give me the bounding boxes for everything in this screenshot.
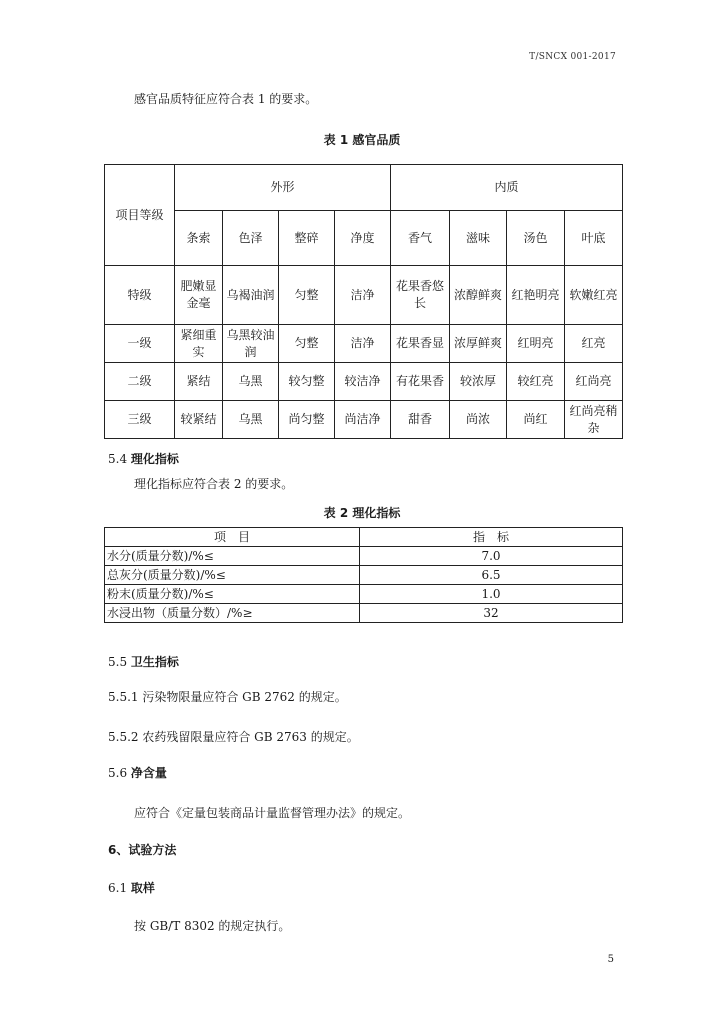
table-cell: 尚浓 [450, 401, 507, 439]
table-cell: 红亮 [565, 325, 623, 363]
table-cell: 有花果香 [391, 363, 450, 401]
table-cell: 较浓厚 [450, 363, 507, 401]
indicator-value: 7.0 [360, 547, 623, 566]
table-cell: 洁净 [335, 266, 391, 325]
table-cell: 红明亮 [507, 325, 565, 363]
grade-cell: 二级 [105, 363, 175, 401]
table-cell: 红尚亮 [565, 363, 623, 401]
section-number: 5.6 [108, 766, 128, 780]
table1-caption: 表 1 感官品质 [323, 133, 401, 147]
table-cell: 浓醇鲜爽 [450, 266, 507, 325]
table-cell: 软嫩红亮 [565, 266, 623, 325]
indicator-name: 水浸出物（质量分数）/%≥ [105, 604, 360, 623]
physicochemical-table [104, 527, 623, 623]
header-item: 项 目 [105, 528, 360, 547]
table-row [105, 547, 623, 566]
table-row [105, 401, 623, 439]
grade-cell: 三级 [105, 401, 175, 439]
table-cell: 较紧结 [175, 401, 223, 439]
inner-quality-group-header: 内质 [391, 165, 623, 211]
standard-code: T/SNCX 001-2017 [529, 52, 616, 62]
table-cell: 紧细重实 [175, 325, 223, 363]
table-cell: 乌黑 [223, 401, 279, 439]
header-value: 指 标 [360, 528, 623, 547]
table-cell: 尚匀整 [279, 401, 335, 439]
page-number: 5 [607, 954, 614, 965]
column-header: 叶底 [565, 211, 623, 266]
column-header: 净度 [335, 211, 391, 266]
grade-cell: 特级 [105, 266, 175, 325]
table-cell: 较匀整 [279, 363, 335, 401]
table-row [105, 266, 623, 325]
table-row [105, 325, 623, 363]
table-cell: 花果香显 [391, 325, 450, 363]
table-cell: 乌褐油润 [223, 266, 279, 325]
table-cell: 匀整 [279, 266, 335, 325]
section-title: 理化指标 [130, 452, 179, 466]
section-5-6-heading [108, 766, 167, 780]
section-number: 5.4 [108, 452, 128, 466]
indicator-value: 32 [360, 604, 623, 623]
table-cell: 乌黑 [223, 363, 279, 401]
section-5-6-text: 应符合《定量包装商品计量监督管理办法》的规定。 [134, 806, 411, 820]
section-5-5-1: 5.5.1 污染物限量应符合 GB 2762 的规定。 [108, 690, 347, 704]
section-6-1-heading [108, 881, 155, 895]
item-grade-header: 项目等级 [105, 165, 175, 266]
section-5-5-2: 5.5.2 农药残留限量应符合 GB 2763 的规定。 [108, 730, 359, 744]
column-header: 条索 [175, 211, 223, 266]
table2-caption: 表 2 理化指标 [323, 506, 401, 520]
column-header: 滋味 [450, 211, 507, 266]
section-5-5-heading [108, 655, 179, 669]
table-cell: 匀整 [279, 325, 335, 363]
table-cell: 紧结 [175, 363, 223, 401]
table-cell: 洁净 [335, 325, 391, 363]
table-row [105, 566, 623, 585]
indicator-name: 水分(质量分数)/%≤ [105, 547, 360, 566]
section-5-4-text: 理化指标应符合表 2 的要求。 [134, 477, 294, 491]
indicator-value: 6.5 [360, 566, 623, 585]
column-header: 香气 [391, 211, 450, 266]
column-header: 色泽 [223, 211, 279, 266]
intro-paragraph: 感官品质特征应符合表 1 的要求。 [134, 92, 318, 106]
section-title: 卫生指标 [130, 655, 179, 669]
table-cell: 较洁净 [335, 363, 391, 401]
section-title: 取样 [130, 881, 155, 895]
grade-cell: 一级 [105, 325, 175, 363]
table-cell: 尚红 [507, 401, 565, 439]
table-cell: 乌黑较油润 [223, 325, 279, 363]
indicator-name: 粉末(质量分数)/%≤ [105, 585, 360, 604]
appearance-group-header: 外形 [175, 165, 391, 211]
table-cell: 红尚亮稍杂 [565, 401, 623, 439]
section-5-4-heading [108, 452, 179, 466]
column-header: 整碎 [279, 211, 335, 266]
table-row [105, 604, 623, 623]
indicator-name: 总灰分(质量分数)/%≤ [105, 566, 360, 585]
indicator-value: 1.0 [360, 585, 623, 604]
sensory-quality-table [104, 164, 623, 439]
table-cell: 较红亮 [507, 363, 565, 401]
section-number: 5.5 [108, 655, 128, 669]
section-title: 净含量 [130, 766, 167, 780]
section-6-heading: 6、试验方法 [108, 843, 177, 857]
table-cell: 浓厚鲜爽 [450, 325, 507, 363]
table-row [105, 585, 623, 604]
section-6-1-text: 按 GB/T 8302 的规定执行。 [134, 919, 291, 933]
column-header: 汤色 [507, 211, 565, 266]
section-number: 6.1 [108, 881, 128, 895]
table-cell: 肥嫩显金毫 [175, 266, 223, 325]
table-cell: 甜香 [391, 401, 450, 439]
table-cell: 花果香悠长 [391, 266, 450, 325]
table-cell: 红艳明亮 [507, 266, 565, 325]
table-row [105, 363, 623, 401]
table-cell: 尚洁净 [335, 401, 391, 439]
